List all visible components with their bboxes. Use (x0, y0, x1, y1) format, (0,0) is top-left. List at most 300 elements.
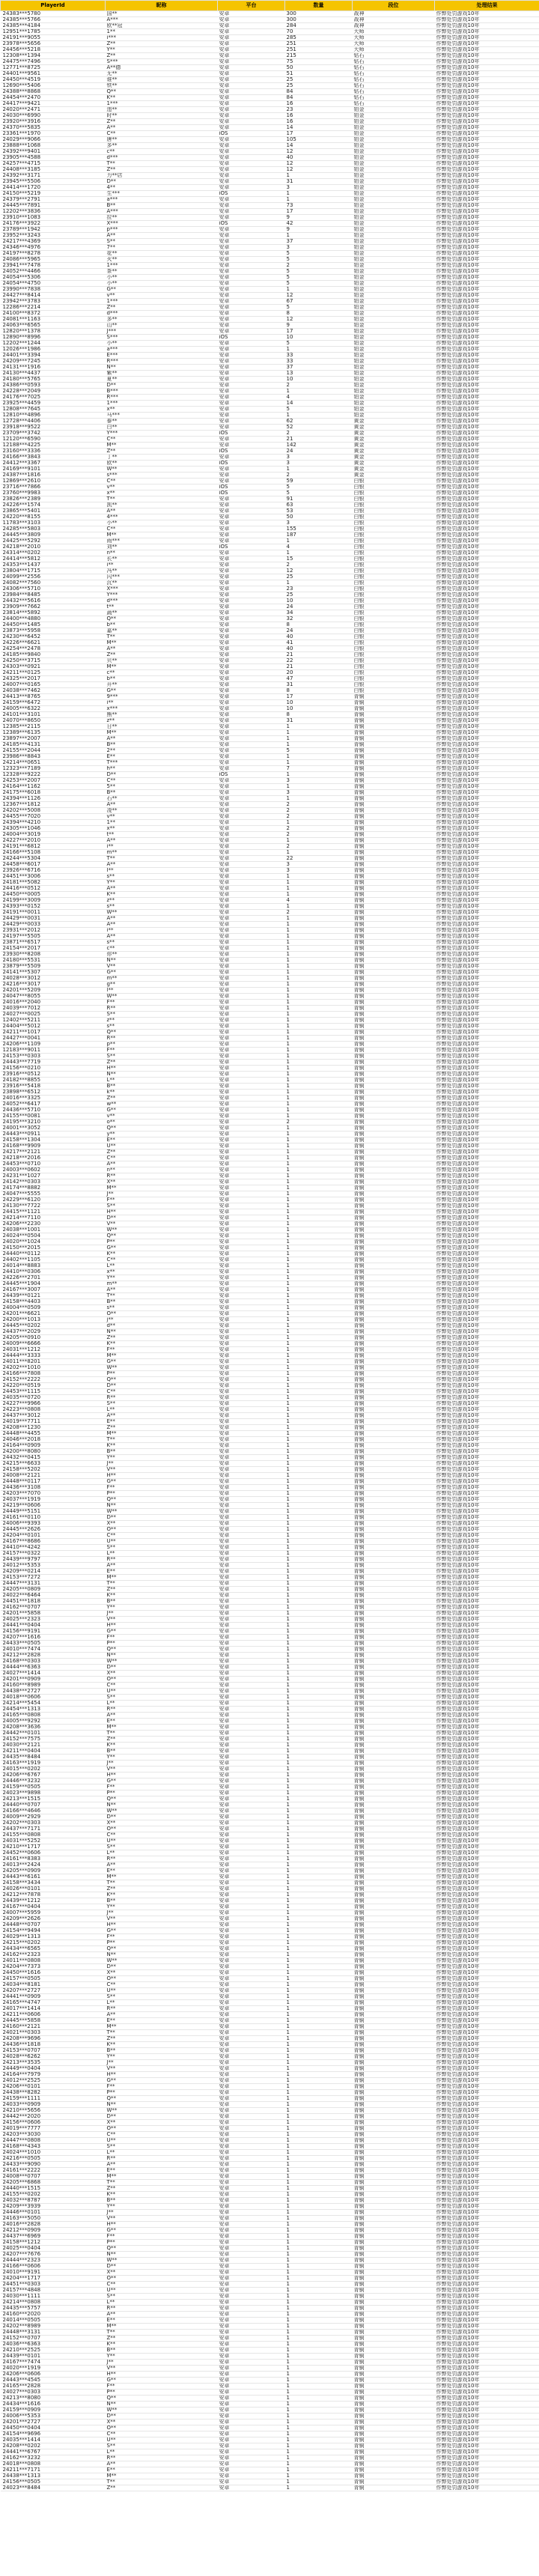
table-row (1, 95, 539, 101)
nickname-cell: B** (106, 1084, 218, 1090)
rank-cell: 青铜 (353, 2060, 435, 2066)
rank-cell: 青铜 (353, 2425, 435, 2431)
rank-cell: 白银 (353, 646, 435, 652)
rank-cell: 青铜 (353, 2132, 435, 2138)
result-cell: 作弊处罚游戏10年 (435, 1599, 539, 1605)
player-id-cell: 24209***2626 (1, 1916, 106, 1922)
table-row (1, 1000, 539, 1006)
nickname-cell: S** (106, 1844, 218, 1850)
count-cell: 9 (285, 323, 353, 329)
count-cell: 1 (285, 1030, 353, 1036)
nickname-cell: M** (106, 2174, 218, 2180)
result-cell: 作弊处罚游戏10年 (435, 2437, 539, 2443)
player-id-cell: 24211***7171 (1, 2467, 106, 2473)
platform-cell: 安卓 (218, 1701, 285, 1707)
platform-cell: 安卓 (218, 1353, 285, 1359)
player-id-cell: 24436***3108 (1, 1485, 106, 1491)
rank-cell: 青铜 (353, 2150, 435, 2156)
count-cell: 1 (285, 1329, 353, 1335)
platform-cell: 安卓 (218, 2294, 285, 2300)
platform-cell: 安卓 (218, 1605, 285, 1611)
platform-cell: 安卓 (218, 2012, 285, 2018)
table-row (1, 2120, 539, 2126)
result-cell: 作弊处罚游戏10年 (435, 1006, 539, 1012)
result-cell: 作弊处罚游戏10年 (435, 401, 539, 407)
platform-cell: 安卓 (218, 179, 285, 185)
table-row (1, 1964, 539, 1970)
nickname-cell: H** (106, 2372, 218, 2378)
rank-cell: 青铜 (353, 856, 435, 862)
rank-cell: 青铜 (353, 1497, 435, 1503)
rank-cell: 青铜 (353, 1239, 435, 1245)
rank-cell: 青铜 (353, 2018, 435, 2024)
platform-cell: 安卓 (218, 2414, 285, 2419)
result-cell: 作弊处罚游戏10年 (435, 1940, 539, 1946)
player-id-cell: 24086***5965 (1, 257, 106, 263)
nickname-cell: K** (106, 1251, 218, 1257)
rank-cell: 青铜 (353, 2162, 435, 2168)
player-id-cell: 24154***2017 (1, 946, 106, 952)
table-row (1, 1389, 539, 1395)
table-row (1, 1383, 539, 1389)
nickname-cell: A** (106, 2312, 218, 2318)
count-cell: 1 (285, 1341, 353, 1347)
player-id-cell: 12808***7645 (1, 407, 106, 413)
nickname-cell: L** (106, 1701, 218, 1707)
platform-cell: 安卓 (218, 65, 285, 71)
platform-cell: 安卓 (218, 532, 285, 538)
table-row (1, 317, 539, 323)
table-row (1, 1395, 539, 1401)
table-row (1, 353, 539, 359)
player-id-cell: 24038***1001 (1, 1227, 106, 1233)
table-row (1, 646, 539, 652)
table-row (1, 2090, 539, 2096)
table-row (1, 1772, 539, 1778)
player-id-cell: 24011***0808 (1, 1958, 106, 1964)
table-row (1, 1311, 539, 1317)
table-row (1, 1982, 539, 1988)
count-cell: 1 (285, 1808, 353, 1814)
nickname-cell: Y** (106, 880, 218, 886)
result-cell: 作弊处罚游戏10年 (435, 167, 539, 173)
player-id-cell: 12402***5211 (1, 1018, 106, 1024)
platform-cell: 安卓 (218, 616, 285, 622)
platform-cell: 安卓 (218, 1395, 285, 1401)
count-cell: 142 (285, 443, 353, 449)
count-cell: 1 (285, 1413, 353, 1419)
player-id-cell: 24195***3210 (1, 1120, 106, 1126)
player-id-cell: 24435***8484 (1, 1755, 106, 1761)
result-cell: 作弊处罚游戏10年 (435, 982, 539, 988)
result-cell: 作弊处罚游戏10年 (435, 227, 539, 233)
platform-cell: iOS (218, 191, 285, 197)
result-cell: 作弊处罚游戏10年 (435, 479, 539, 484)
platform-cell: 安卓 (218, 2378, 285, 2384)
rank-cell: 青铜 (353, 1431, 435, 1437)
table-row (1, 1814, 539, 1820)
nickname-cell: 沉** (106, 580, 218, 586)
nickname-cell: 雨*** (106, 538, 218, 544)
table-row (1, 772, 539, 778)
player-id-cell: 24210***1717 (1, 1844, 106, 1850)
rank-cell: 青铜 (353, 2036, 435, 2042)
platform-cell: 安卓 (218, 850, 285, 856)
count-cell: 22 (285, 658, 353, 664)
player-id-cell: 24174***8882 (1, 1185, 106, 1191)
rank-cell: 青铜 (353, 1473, 435, 1479)
platform-cell: 安卓 (218, 473, 285, 479)
nickname-cell: Q** (106, 1377, 218, 1383)
table-row (1, 1605, 539, 1611)
nickname-cell: M** (106, 2024, 218, 2030)
player-id-cell: 24439***0121 (1, 1293, 106, 1299)
platform-cell: 安卓 (218, 1575, 285, 1581)
result-cell: 作弊处罚游戏10年 (435, 1042, 539, 1048)
nickname-cell: P** (106, 1940, 218, 1946)
player-id-cell: 24447***3131 (1, 1581, 106, 1587)
count-cell: 105 (285, 137, 353, 143)
count-cell: 1 (285, 1437, 353, 1443)
player-id-cell: 23905***4588 (1, 155, 106, 161)
rank-cell: 铂金 (353, 281, 435, 287)
nickname-cell: 夏** (106, 377, 218, 383)
result-cell: 作弊处罚游戏10年 (435, 1485, 539, 1491)
table-row (1, 2431, 539, 2437)
rank-cell: 青铜 (353, 1108, 435, 1114)
player-id-cell: 24036***6363 (1, 2342, 106, 2348)
nickname-cell: 9*** (106, 694, 218, 700)
table-row (1, 2126, 539, 2132)
nickname-cell: 冯** (106, 568, 218, 574)
rank-cell: 青铜 (353, 1215, 435, 1221)
table-row (1, 1808, 539, 1814)
nickname-cell: W** (106, 910, 218, 916)
count-cell: 1 (285, 2390, 353, 2396)
rank-cell: 青铜 (353, 2054, 435, 2060)
nickname-cell: m** (106, 976, 218, 982)
nickname-cell: c** (106, 149, 218, 155)
rank-cell: 青铜 (353, 2372, 435, 2378)
table-row (1, 299, 539, 305)
table-row (1, 2174, 539, 2180)
count-cell: 17 (285, 694, 353, 700)
rank-cell: 青铜 (353, 2342, 435, 2348)
player-id-cell: 23926***6716 (1, 868, 106, 874)
platform-cell: 安卓 (218, 143, 285, 149)
table-row (1, 143, 539, 149)
table-row (1, 65, 539, 71)
nickname-cell: m** (106, 1281, 218, 1287)
table-row (1, 119, 539, 125)
rank-cell: 青铜 (353, 1161, 435, 1167)
player-id-cell: 24162***3232 (1, 2455, 106, 2461)
table-row (1, 2390, 539, 2396)
rank-cell: 铂金 (353, 407, 435, 413)
count-cell: 1 (285, 1713, 353, 1719)
table-row (1, 1066, 539, 1072)
result-cell: 作弊处罚游戏10年 (435, 1371, 539, 1377)
table-row (1, 1072, 539, 1078)
platform-cell: 安卓 (218, 1820, 285, 1826)
nickname-cell: A** (106, 886, 218, 892)
count-cell: 1 (285, 2060, 353, 2066)
platform-cell: 安卓 (218, 1329, 285, 1335)
platform-cell: 安卓 (218, 2288, 285, 2294)
platform-cell: 安卓 (218, 2342, 285, 2348)
platform-cell: 安卓 (218, 688, 285, 694)
table-row (1, 1976, 539, 1982)
result-cell: 作弊处罚游戏10年 (435, 1952, 539, 1958)
result-cell: 作弊处罚游戏10年 (435, 2066, 539, 2072)
player-id-cell: 24203***3030 (1, 2132, 106, 2138)
player-id-cell: 24207***2727 (1, 1988, 106, 1994)
platform-cell: 安卓 (218, 2348, 285, 2354)
table-row (1, 1802, 539, 1808)
player-id-cell: 24226***6621 (1, 640, 106, 646)
rank-cell: 铂金 (353, 197, 435, 203)
result-cell: 作弊处罚游戏10年 (435, 1120, 539, 1126)
platform-cell: 安卓 (218, 1737, 285, 1743)
table-row (1, 2144, 539, 2150)
result-cell: 作弊处罚游戏10年 (435, 1719, 539, 1725)
nickname-cell: Z** (106, 1335, 218, 1341)
count-cell: 1 (285, 1239, 353, 1245)
nickname-cell: Z** (106, 1425, 218, 1431)
platform-cell: 安卓 (218, 77, 285, 83)
rank-cell: 青铜 (353, 1629, 435, 1635)
platform-cell: 安卓 (218, 215, 285, 221)
player-id-cell: 24223***0808 (1, 1407, 106, 1413)
count-cell: 2 (285, 473, 353, 479)
rank-cell: 青铜 (353, 1251, 435, 1257)
player-id-cell: 24206***1109 (1, 1042, 106, 1048)
count-cell: 1 (285, 538, 353, 544)
player-id-cell: 24014***8883 (1, 1263, 106, 1269)
rank-cell: 钻石 (353, 59, 435, 65)
result-cell: 作弊处罚游戏10年 (435, 1437, 539, 1443)
result-cell: 作弊处罚游戏10年 (435, 1814, 539, 1820)
player-id-cell: 12183***9011 (1, 1048, 106, 1054)
player-id-cell: 24181***5082 (1, 880, 106, 886)
count-cell: 1 (285, 1221, 353, 1227)
player-id-cell: 24201***5209 (1, 988, 106, 994)
rank-cell: 青铜 (353, 1880, 435, 1886)
platform-cell: 安卓 (218, 2437, 285, 2443)
table-row (1, 1257, 539, 1263)
player-id-cell: 24164***7979 (1, 2072, 106, 2078)
result-cell: 作弊处罚游戏10年 (435, 940, 539, 946)
nickname-cell: Q** (106, 1946, 218, 1952)
count-cell: 251 (285, 47, 353, 53)
result-cell: 作弊处罚游戏10年 (435, 1317, 539, 1323)
nickname-cell: Z** (106, 1886, 218, 1892)
nickname-cell: Y** (106, 1904, 218, 1910)
table-row (1, 1886, 539, 1892)
rank-cell: 青铜 (353, 1731, 435, 1737)
platform-cell: 安卓 (218, 311, 285, 317)
result-cell: 作弊处罚游戏10年 (435, 1749, 539, 1755)
player-id-cell: 24438***2727 (1, 1689, 106, 1695)
player-id-cell: 24152***7575 (1, 1737, 106, 1743)
result-cell: 作弊处罚游戏10年 (435, 395, 539, 401)
result-cell: 作弊处罚游戏10年 (435, 473, 539, 479)
player-id-cell: 24214***0808 (1, 2300, 106, 2306)
table-row (1, 1796, 539, 1802)
result-cell: 作弊处罚游戏10年 (435, 1677, 539, 1683)
rank-cell: 青铜 (353, 1838, 435, 1844)
result-cell: 作弊处罚游戏10年 (435, 335, 539, 341)
rank-cell: 铂金 (353, 119, 435, 125)
table-row (1, 1048, 539, 1054)
rank-cell: 青铜 (353, 1143, 435, 1149)
rank-cell: 青铜 (353, 1425, 435, 1431)
rank-cell: 青铜 (353, 1515, 435, 1521)
player-id-cell: 24019***7777 (1, 2126, 106, 2132)
table-row (1, 874, 539, 880)
nickname-cell: S** (106, 2294, 218, 2300)
platform-cell: 安卓 (218, 538, 285, 544)
count-cell: 41 (285, 640, 353, 646)
nickname-cell: C** (106, 1533, 218, 1539)
table-row (1, 323, 539, 329)
count-cell: 251 (285, 41, 353, 47)
platform-cell: 安卓 (218, 2138, 285, 2144)
platform-cell: 安卓 (218, 2084, 285, 2090)
platform-cell: 安卓 (218, 592, 285, 598)
count-cell: 1 (285, 1844, 353, 1850)
table-row (1, 934, 539, 940)
platform-cell: 安卓 (218, 1425, 285, 1431)
rank-cell: 青铜 (353, 1120, 435, 1126)
rank-cell: 铂金 (353, 305, 435, 311)
nickname-cell: B** (106, 1449, 218, 1455)
player-id-cell: 24159***0909 (1, 2408, 106, 2414)
count-cell: 1 (285, 1227, 353, 1233)
count-cell: 1 (285, 1473, 353, 1479)
count-cell: 1 (285, 2198, 353, 2204)
count-cell: 50 (285, 65, 353, 71)
rank-cell: 青铜 (353, 1096, 435, 1102)
platform-cell: 安卓 (218, 2192, 285, 2198)
table-row (1, 778, 539, 784)
platform-cell: 安卓 (218, 2078, 285, 2084)
rank-cell: 青铜 (353, 2000, 435, 2006)
player-id-cell: 23941***7478 (1, 263, 106, 269)
count-cell: 1 (285, 850, 353, 856)
nickname-cell: S** (106, 1203, 218, 1209)
nickname-cell: A** (106, 508, 218, 514)
count-cell: 1 (285, 1269, 353, 1275)
platform-cell: 安卓 (218, 1862, 285, 1868)
result-cell: 作弊处罚游戏10年 (435, 1323, 539, 1329)
count-cell: 1 (285, 1467, 353, 1473)
rank-cell: 青铜 (353, 1203, 435, 1209)
result-cell: 作弊处罚游戏10年 (435, 1233, 539, 1239)
nickname-cell: W** (106, 2108, 218, 2114)
rank-cell: 铂金 (353, 377, 435, 383)
platform-cell: 安卓 (218, 2240, 285, 2246)
rank-cell: 铂金 (353, 257, 435, 263)
count-cell: 1 (285, 1749, 353, 1755)
nickname-cell: Y** (106, 1455, 218, 1461)
nickname-cell: p*** (106, 227, 218, 233)
player-id-cell: 12188***4225 (1, 443, 106, 449)
count-cell: 1 (285, 2449, 353, 2455)
table-row (1, 2228, 539, 2234)
nickname-cell: Z** (106, 2036, 218, 2042)
player-id-cell: 24394***1126 (1, 796, 106, 802)
count-cell: 1 (285, 1245, 353, 1251)
nickname-cell: H** (106, 1772, 218, 1778)
nickname-cell: a*** (106, 197, 218, 203)
platform-cell: 安卓 (218, 1593, 285, 1599)
result-cell: 作弊处罚游戏10年 (435, 700, 539, 706)
table-row (1, 155, 539, 161)
count-cell: 300 (285, 11, 353, 17)
player-id-cell: 24182***8855 (1, 1078, 106, 1084)
rank-cell: 青铜 (353, 1790, 435, 1796)
player-id-cell: 23871***6517 (1, 940, 106, 946)
player-id-cell: 23897***2007 (1, 736, 106, 742)
nickname-cell: Z** (106, 119, 218, 125)
rank-cell: 铂金 (353, 353, 435, 359)
player-id-cell: 24451***1818 (1, 1599, 106, 1605)
table-row (1, 389, 539, 395)
count-cell: 40 (285, 634, 353, 640)
rank-cell: 青铜 (353, 2108, 435, 2114)
table-row (1, 101, 539, 107)
nickname-cell: 欧** (106, 461, 218, 467)
result-cell: 作弊处罚游戏10年 (435, 1389, 539, 1395)
platform-cell: 安卓 (218, 1311, 285, 1317)
count-cell: 1 (285, 1155, 353, 1161)
rank-cell: 青铜 (353, 802, 435, 808)
platform-cell: 安卓 (218, 1629, 285, 1635)
platform-cell: 安卓 (218, 2000, 285, 2006)
nickname-cell: G** (106, 1928, 218, 1934)
player-id-cell: 24006***9393 (1, 1521, 106, 1527)
player-id-cell: 24176***7025 (1, 395, 106, 401)
result-cell: 作弊处罚游戏10年 (435, 2222, 539, 2228)
nickname-cell: X** (106, 2270, 218, 2276)
nickname-cell: G** (106, 970, 218, 976)
table-row (1, 1137, 539, 1143)
count-cell: 59 (285, 479, 353, 484)
player-id-cell: 24217***4369 (1, 239, 106, 245)
nickname-cell: Z** (106, 167, 218, 173)
result-cell: 作弊处罚游戏10年 (435, 1401, 539, 1407)
nickname-cell: 日** (106, 724, 218, 730)
result-cell: 作弊处罚游戏10年 (435, 95, 539, 101)
nickname-cell: T** (106, 496, 218, 502)
table-row (1, 484, 539, 490)
count-cell: 1 (285, 2204, 353, 2210)
table-row (1, 1419, 539, 1425)
table-row (1, 1647, 539, 1653)
nickname-cell: R** (106, 1006, 218, 1012)
nickname-cell: d*** (106, 311, 218, 317)
nickname-cell: K** (106, 1593, 218, 1599)
player-id-cell: 23789***1942 (1, 227, 106, 233)
rank-cell: 铂金 (353, 155, 435, 161)
result-cell: 作弊处罚游戏10年 (435, 1443, 539, 1449)
result-cell: 作弊处罚游戏10年 (435, 287, 539, 293)
table-row (1, 2258, 539, 2264)
platform-cell: 安卓 (218, 892, 285, 898)
platform-cell: 安卓 (218, 2090, 285, 2096)
nickname-cell: T** (106, 2479, 218, 2485)
